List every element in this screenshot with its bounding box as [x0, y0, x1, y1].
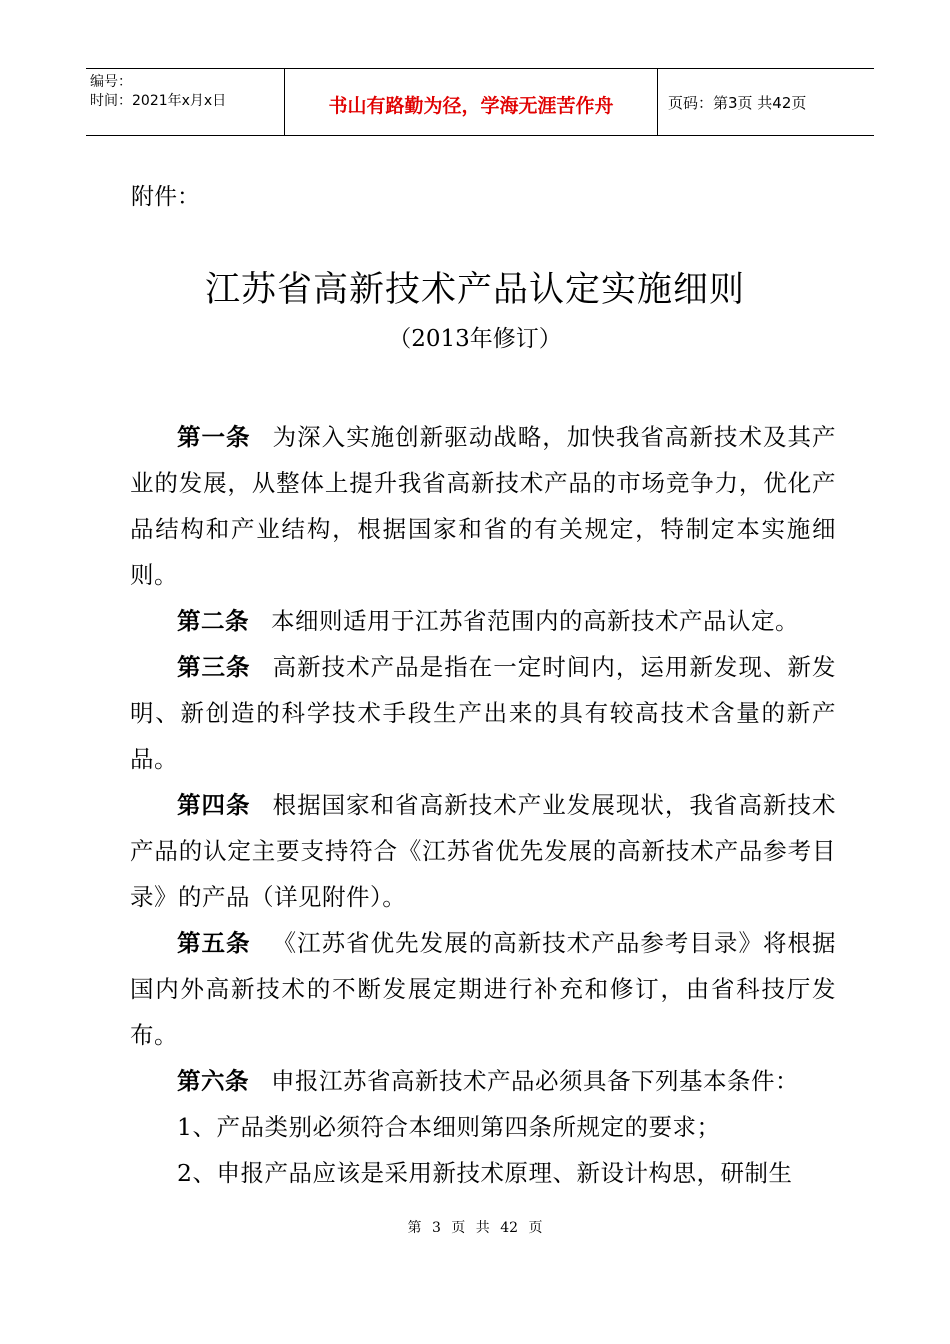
article-number: 第四条 — [177, 791, 251, 819]
paragraph-article-4 — [130, 782, 836, 920]
article-text: 为深入实施创新驱动战略，加快我省高新技术及其产业的发展，从整体上提升我省高新技术产品的市场竞争力，优化产品结构和产业结构，根据国家和省的有关规定，特制定本实施细则。 — [130, 423, 837, 589]
document-title: 江苏省高新技术产品认定实施细则 — [204, 270, 745, 310]
paragraph-article-6 — [130, 1058, 836, 1104]
header-page-info: 页码：第3页 共42页 — [668, 93, 807, 112]
paragraph-article-3 — [130, 644, 836, 782]
page-footer: 第 3 页 共 42 页 — [407, 1220, 543, 1236]
header-motto: 书山有路勤为径，学海无涯苦作舟 — [285, 69, 658, 135]
number-label: 编号： — [90, 74, 132, 90]
paragraph-article-5 — [130, 920, 836, 1058]
article-text: 高新技术产品是指在一定时间内，运用新发现、新发明、新创造的科学技术手段生产出来的具有较高技术含量的新产品。 — [130, 653, 837, 773]
annex-label: 附件： — [131, 184, 200, 210]
paragraph-article-1 — [130, 414, 836, 598]
paragraph-condition-2 — [130, 1150, 836, 1196]
header-meta — [86, 69, 285, 135]
article-number: 第六条 — [177, 1067, 249, 1095]
document-body — [130, 414, 836, 1196]
time-label: 时间：2021年x月x日 — [90, 93, 227, 109]
article-number: 第二条 — [177, 607, 249, 635]
article-number: 第一条 — [177, 423, 251, 451]
article-text: 《江苏省优先发展的高新技术产品参考目录》将根据国内外高新技术的不断发展定期进行补充和修订，由省科技厅发布。 — [130, 929, 837, 1049]
document-subtitle: （2013年修订） — [388, 326, 562, 352]
article-number: 第三条 — [177, 653, 251, 681]
page-header — [86, 68, 874, 136]
article-number: 第五条 — [177, 929, 251, 957]
condition-text: 2、申报产品应该是采用新技术原理、新设计构思，研制生 — [177, 1159, 793, 1187]
paragraph-condition-1 — [130, 1104, 836, 1150]
paragraph-article-2 — [130, 598, 836, 644]
article-text: 本细则适用于江苏省范围内的高新技术产品认定。 — [271, 607, 799, 635]
article-text: 根据国家和省高新技术产业发展现状，我省高新技术产品的认定主要支持符合《江苏省优先发展的高新技术产品参考目录》的产品（详见附件）。 — [130, 791, 837, 911]
condition-text: 1、产品类别必须符合本细则第四条所规定的要求； — [177, 1113, 721, 1141]
article-text: 申报江苏省高新技术产品必须具备下列基本条件： — [271, 1067, 799, 1095]
